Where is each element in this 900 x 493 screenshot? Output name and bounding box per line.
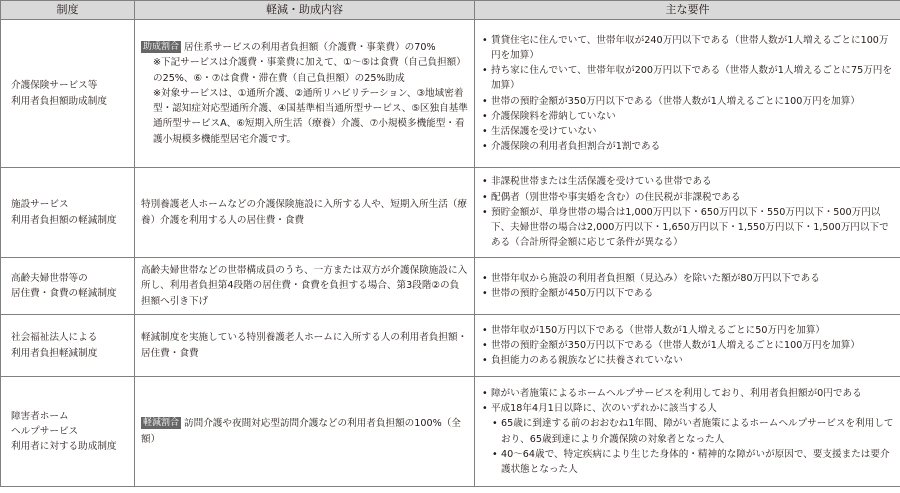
header-system: 制度 [1,1,135,20]
table-row [1,20,900,168]
requirement-item: • 配偶者（別世帯や事実婚を含む）の住民税が非課税である [481,190,894,205]
system-name-text: 施設サービス 利用者負担額の軽減制度 [11,199,117,226]
system-name-text: 障害者ホーム ヘルプサービス 利用者に対する助成制度 [11,410,117,453]
requirements-cell [475,315,900,377]
table-row [1,258,900,315]
system-name-text: 介護保険サービス等 利用者負担額助成制度 [11,80,107,107]
requirement-item: • 非課税世帯または生活保護を受けている世帯である [481,174,894,189]
sub-requirements-list [481,416,894,477]
table-row [1,168,900,258]
content-main-line [141,416,468,446]
sub-requirement-item: • 40〜64歳で、特定疾病により生じた身体的・精神的な障がいが原因で、要支援または要介護状態となった人 [481,447,894,477]
content-cell [135,258,475,315]
header-row [1,1,900,20]
system-name [1,20,135,168]
table-row [1,377,900,487]
requirements-list [481,174,894,250]
requirement-item: • 負担能力のある親族などに扶養されていない [481,353,894,368]
content-main: 訪問介護や夜間対応型訪問介護などの利用者負担額の100%（全額） [141,418,461,445]
requirement-item: • 障がい者施策によるホームヘルプサービスを利用しており、利用者負担額が0円である [481,386,894,401]
requirement-item: • 賃貸住宅に住んでいて、世帯年収が240万円以下である（世帯人数が1人増えるごとに100万円を加算） [481,33,894,63]
system-name-text: 社会福祉法人による 利用者負担軽減制度 [11,332,98,359]
requirements-cell [475,20,900,168]
requirement-item: • 世帯の預貯金額が450万円以下である [481,286,894,301]
table-row [1,315,900,377]
content-cell [135,377,475,487]
requirement-item: • 世帯の預貯金額が350万円以下である（世帯人数が1人増えるごとに100万円を加算） [481,94,894,109]
content-main: 居住系サービスの利用者負担額（介護費・事業費）の70% [184,42,436,54]
content-main-line [141,40,468,55]
requirements-list [481,386,894,416]
system-name [1,377,135,487]
content-main: 特別養護老人ホームなどの介護保険施設に入所する人や、短期入所生活（療養）介護を利用する人の居住費・食費 [141,199,467,226]
sub-requirement-item: • 65歳に到達する前のおおむね1年間、障がい者施策によるホームヘルプサービスを利用しており、65歳到達により介護保険の対象者となった人 [481,416,894,446]
requirements-list [481,271,894,301]
content-cell [135,315,475,377]
header-requirements: 主な要件 [475,1,900,20]
requirement-item: • 生活保護を受けていない [481,124,894,139]
requirements-cell [475,168,900,258]
requirement-item: • 預貯金額が、単身世帯の場合は1,000万円以下・650万円以下・550万円以下・500万円以下、夫婦世帯の場合は2,000万円以下・1,650万円以下・1,550万円以下・1,500万円以下である（合計所得金額に応じて条件が異なる） [481,205,894,251]
system-name [1,315,135,377]
content-note: ※対象サービスは、①通所介護、②通所リハビリテーション、③地域密着型・認知症対応型通所介護、④国基準相当通所型サービス、⑤区独自基準通所型サービスA、⑥短期入所生活（療養）介護、⑦小規模多機能型・看護小規模多機能型居宅介護です。 [153,87,468,145]
content-note: ※下記サービスは介護費・事業費に加えて、①〜⑤は食費（自己負担額）の25%、⑥・⑦は食費・滞在費（自己負担額）の25%助成 [153,57,466,84]
rate-badge: 軽減割合 [143,418,180,429]
requirement-item: • 持ち家に住んでいて、世帯年収が200万円以下である（世帯人数が1人増えるごとに75万円を加算） [481,63,894,93]
requirements-list [481,323,894,369]
requirement-item: • 平成18年4月1日以降に、次のいずれかに該当する人 [481,401,894,416]
system-name [1,168,135,258]
header-content: 軽減・助成内容 [135,1,475,20]
requirements-cell [475,377,900,487]
requirement-item: • 介護保険料を滞納していない [481,109,894,124]
requirement-item: • 介護保険の利用者負担割合が1割である [481,139,894,154]
rate-badge: 助成割合 [143,42,180,53]
requirement-item: • 世帯年収から施設の利用者負担額（見込み）を除いた額が80万円以下である [481,271,894,286]
requirement-item: • 世帯の預貯金額が350万円以下である（世帯人数が1人増えるごとに100万円を加算） [481,338,894,353]
content-main: 軽減制度を実施している特別養護老人ホームに入所する人の利用者負担額・居住費・食費 [141,332,468,359]
content-cell [135,20,475,168]
requirements-list [481,33,894,155]
requirement-item: • 世帯年収が150万円以下である（世帯人数が1人増えるごとに50万円を加算） [481,323,894,338]
system-name [1,258,135,315]
content-cell [135,168,475,258]
system-name-text: 高齢夫婦世帯等の 居住費・食費の軽減制度 [11,272,117,299]
requirements-cell [475,258,900,315]
content-main: 高齢夫婦世帯などの世帯構成員のうち、一方または双方が介護保険施設に入所し、利用者負担第4段階の居住費・食費を負担する場合、第3段階②の負担額へ引き下げ [141,265,468,307]
